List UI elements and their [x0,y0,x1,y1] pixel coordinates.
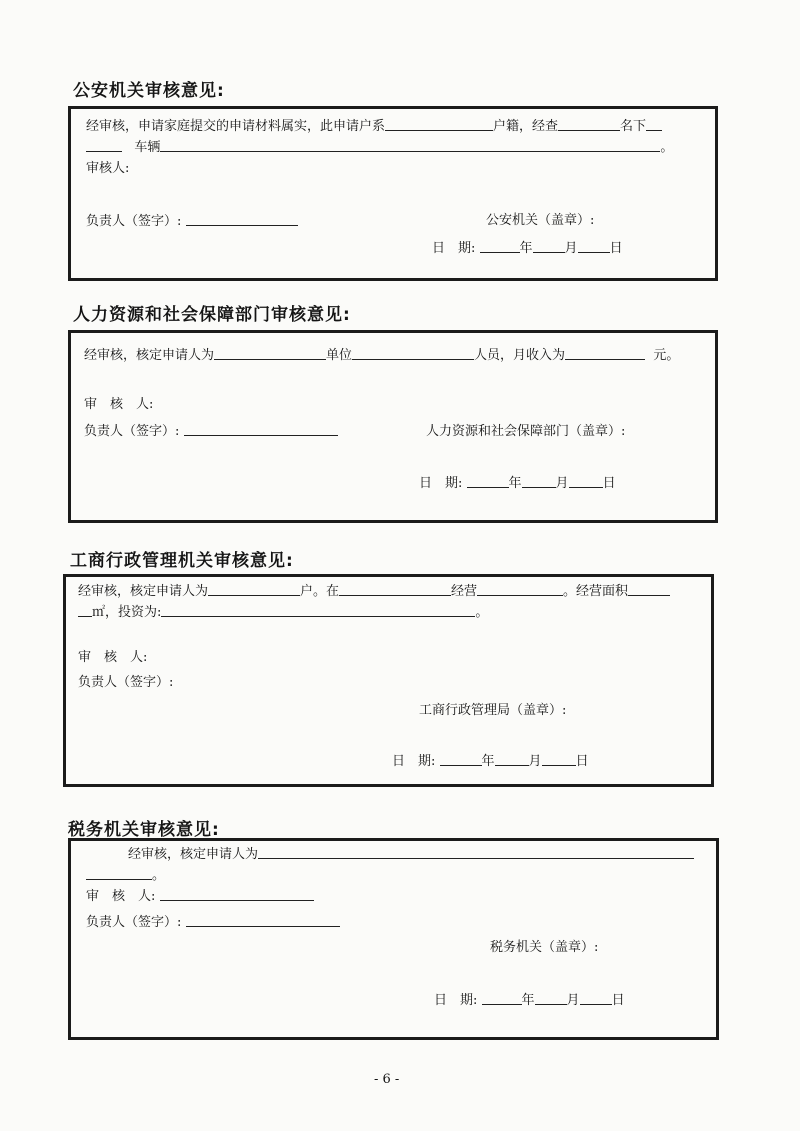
police-reviewer-label: 审核人: [86,161,130,176]
business-investment-field[interactable] [161,603,475,617]
month-label: 月 [566,993,580,1008]
hr-text-d: 元。 [653,348,680,363]
police-line2-end: 。 [660,140,674,155]
hr-signature-field[interactable] [184,422,338,436]
business-line-1 [78,582,670,600]
household-field[interactable] [385,117,493,131]
business-scope-field[interactable] [477,582,563,596]
tax-responsible-label: 负责人（签字）: [86,915,182,930]
day-label: 日 [609,241,623,256]
business-text-c: 经营 [451,584,478,599]
police-review-title: 公安机关审核意见: [73,81,225,101]
business-reviewer-label: 审 核 人: [78,650,148,665]
hr-day-field[interactable] [569,474,603,488]
vehicle-field[interactable] [160,138,660,152]
tax-reviewer-label: 审 核 人: [86,889,156,904]
month-label: 月 [528,754,542,769]
tax-date-row [434,991,625,1009]
hr-responsible-row [84,422,338,440]
hr-year-field[interactable] [467,474,509,488]
business-date-label: 日 期: [392,754,436,769]
tax-line-1 [128,845,694,863]
police-text-vehicle: 车辆 [134,140,161,155]
tax-text-a: 经审核，核定申请人为 [128,847,259,862]
business-day-field[interactable] [542,752,576,766]
police-year-field[interactable] [480,239,520,253]
hr-line-1 [84,346,679,364]
business-seal-label: 工商行政管理局（盖章）: [419,703,567,718]
hr-reviewer-label: 审 核 人: [84,397,154,412]
tax-responsible-row [86,913,340,931]
business-year-field[interactable] [440,752,482,766]
month-label: 月 [555,476,569,491]
tax-line-2 [86,866,165,884]
hr-review-title: 人力资源和社会保障部门审核意见: [73,305,351,325]
hr-seal-label: 人力资源和社会保障部门（盖章）: [426,424,626,439]
hr-responsible-label: 负责人（签字）: [84,424,180,439]
hr-date-row [419,474,616,492]
hr-income-field[interactable] [565,346,645,360]
day-label: 日 [611,993,625,1008]
owner-field-cont[interactable] [646,117,662,131]
business-review-title: 工商行政管理机关审核意见: [70,551,294,571]
hr-unit-field[interactable] [352,346,474,360]
business-area-field[interactable] [628,582,670,596]
hr-date-label: 日 期: [419,476,463,491]
hr-text-b: 单位 [326,348,353,363]
police-day-field[interactable] [578,239,610,253]
business-text-b: 户。在 [300,584,340,599]
business-area-field-cont[interactable] [78,603,92,617]
day-label: 日 [602,476,616,491]
tax-reviewer-field[interactable] [160,887,314,901]
police-text-c: 名下 [620,119,647,134]
year-label: 年 [521,993,535,1008]
business-applicant-field[interactable] [208,582,300,596]
tax-seal-label: 税务机关（盖章）: [490,940,599,955]
business-text-d: 。经营面积 [563,584,629,599]
tax-review-box [68,838,719,1040]
tax-reviewer-row [86,887,314,905]
police-text-a: 经审核，申请家庭提交的申请材料属实，此申请户系 [86,119,386,134]
tax-applicant-field[interactable] [258,845,694,859]
business-location-field[interactable] [339,582,451,596]
tax-day-field[interactable] [580,991,612,1005]
hr-text-a: 经审核，核定申请人为 [84,348,215,363]
police-date-row [432,239,623,257]
police-responsible-row [86,212,298,230]
year-label: 年 [519,241,533,256]
police-month-field[interactable] [533,239,565,253]
business-month-field[interactable] [495,752,529,766]
hr-month-field[interactable] [522,474,556,488]
tax-year-field[interactable] [482,991,522,1005]
tax-signature-field[interactable] [186,913,340,927]
police-text-b: 户籍，经查 [493,119,559,134]
year-label: 年 [508,476,522,491]
page-number: - 6 - [374,1072,400,1087]
month-label: 月 [564,241,578,256]
tax-line2-end: 。 [152,868,166,883]
police-seal-label: 公安机关（盖章）: [486,213,595,228]
tax-applicant-field-cont[interactable] [86,866,152,880]
year-label: 年 [481,754,495,769]
business-text-investment: ㎡，投资为: [92,605,162,620]
business-line-2 [78,603,488,621]
police-line-1 [86,117,662,135]
hr-text-c: 人员，月收入为 [474,348,566,363]
hr-applicant-field[interactable] [214,346,326,360]
tax-date-label: 日 期: [434,993,478,1008]
business-text-a: 经审核，核定申请人为 [78,584,209,599]
business-responsible-label: 负责人（签字）: [78,675,174,690]
tax-month-field[interactable] [535,991,567,1005]
owner-field[interactable] [558,117,620,131]
day-label: 日 [575,754,589,769]
owner-field-wrap[interactable] [86,138,122,152]
tax-review-title: 税务机关审核意见: [68,820,220,840]
police-date-label: 日 期: [432,241,476,256]
business-line2-end: 。 [475,605,489,620]
police-line-2 [86,138,673,156]
police-signature-field[interactable] [186,212,298,226]
police-responsible-label: 负责人（签字）: [86,214,182,229]
business-date-row [392,752,589,770]
